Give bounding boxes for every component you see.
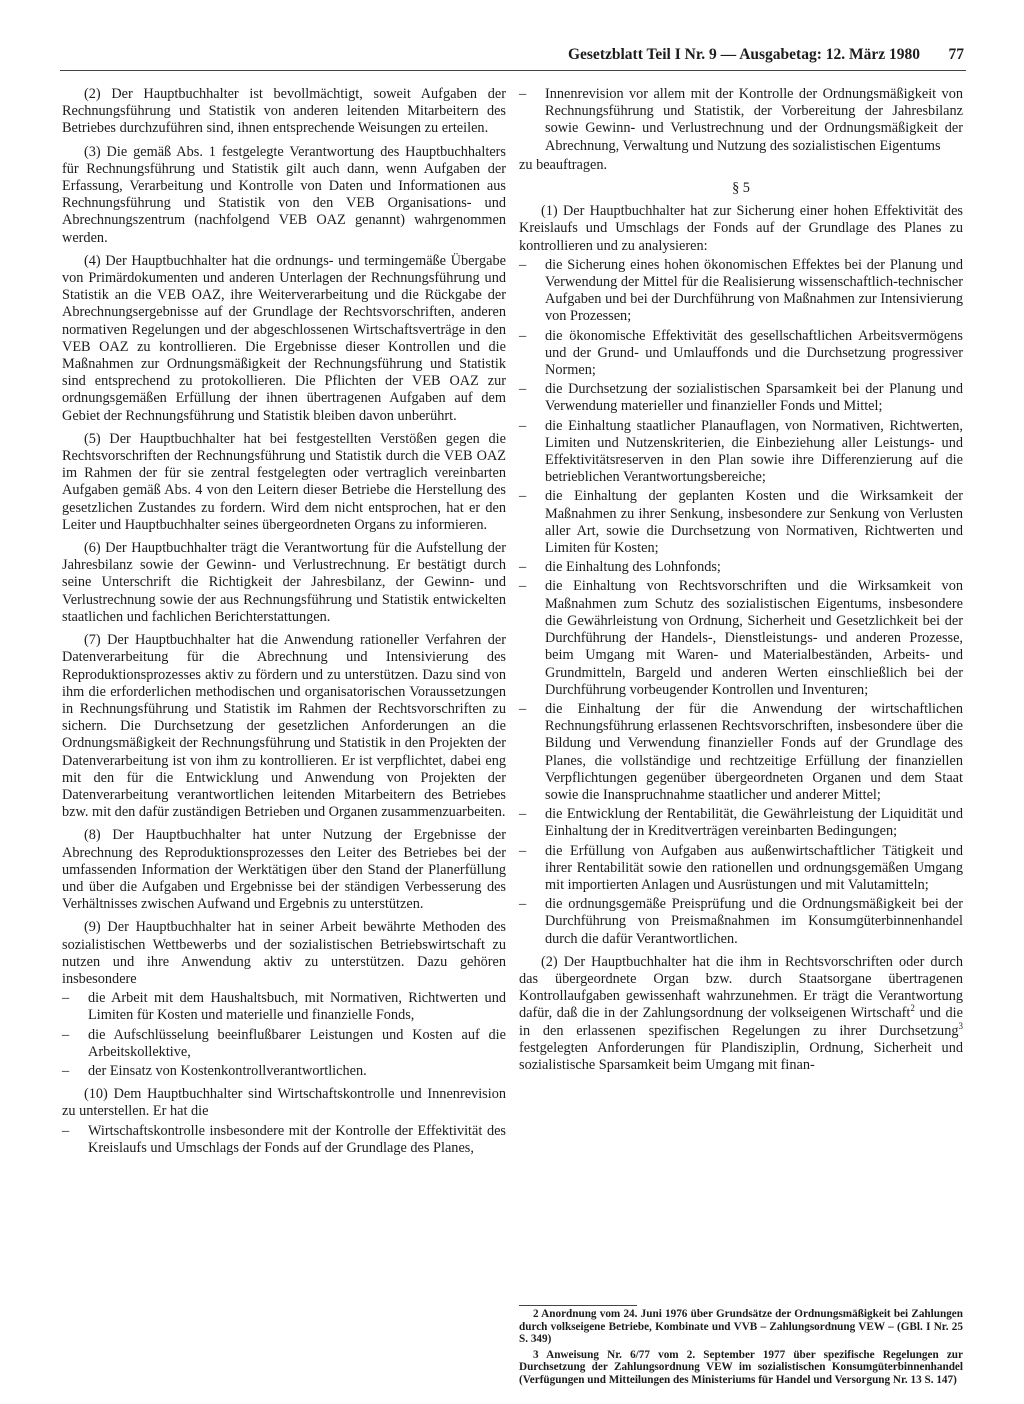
section5-paragraph-1: (1) Der Hauptbuchhalter hat zur Sicherung einer hohen Effektivität des Kreislaufs und Umschlags der Fonds auf der Grundlage des Planes zu kontrollieren und zu analysieren:: [519, 203, 963, 254]
list-item: – Wirtschaftskontrolle insbesondere mit der Kontrolle der Effektivität des Kreislaufs und Umschlags der Fonds auf der Grundlage des Planes,: [62, 1122, 506, 1156]
list-item: – die Einhaltung von Rechtsvorschriften und die Wirksamkeit von Maßnahmen zum Schutz des sozialistischen Eigentums, insbesondere die Gewährleistung von Ordnung, Sicherheit und Gesetzlichkeit bei der Durchführung der Handels-, Dienstleistungs- und anderen Prozesse, beim Umgang mit Waren- und Materialbeständen, Arbeits- und Grundmitteln, Bargeld und anderen Werten einschließlich bei der Durchführung vorbeugender Kontrollen und Inventuren;: [519, 578, 963, 698]
list-item: – Innenrevision vor allem mit der Kontrolle der Ordnungsmäßigkeit von Rechnungsführung und Statistik, der Vorbereitung der Jahresbilanz sowie Gewinn- und Verlustrechnung und der Ordnungsmäßigkeit der Abrechnung, Verwaltung und Nutzung des sozialistischen Eigentums: [519, 86, 963, 154]
continuation-text: zu beauftragen.: [519, 156, 608, 173]
header-rule: [60, 70, 966, 71]
section5-paragraph-2: (2) Der Hauptbuchhalter hat die ihm in Rechtsvorschriften oder durch das übergeordnete Organ bzw. durch Staatsorgane übertragenen Kontrollaufgaben gewissenhaft wahrzunehmen. Er trägt die Verantwortung dafür, daß die in der Zahlungsordnung der volkseigenen Wirtschaft$^2$ und die in den erlassenen spezifischen Regelungen zu ihrer Durchsetzung$^3$ festgelegten Anforderungen für Plandisziplin, Ordnung, Sicherheit und sozialistische Sparsamkeit beim Umgang mit finan-: [519, 953, 963, 1073]
list-item: – die Aufschlüsselung beeinflußbarer Leistungen und Kosten auf die Arbeitskollektive,: [62, 1026, 506, 1060]
list-item: – die Einhaltung staatlicher Planauflagen, von Normativen, Richtwerten, Limiten und Nutzenskriterien, die Einbeziehung aller Leistungs- und Effektivitätsreserven in den Plan sowie ihre Differenzierung auf die betrieblichen Verantwortungsbereiche;: [519, 417, 963, 486]
right-column: [519, 86, 963, 1080]
page-number: 77: [948, 46, 964, 63]
paragraph-10: (10) Dem Hauptbuchhalter sind Wirtschaftskontrolle und Innenrevision zu unterstellen. Er hat die: [62, 1086, 506, 1120]
page-header: [60, 46, 966, 68]
list-item: – die Einhaltung des Lohnfonds;: [519, 559, 721, 576]
list-item: – die Entwicklung der Rentabilität, die Gewährleistung der Liquidität und Einhaltung der in Kreditverträgen vereinbarten Bedingungen;: [519, 806, 963, 840]
left-column: [62, 86, 506, 1159]
paragraph-5: (5) Der Hauptbuchhalter hat bei festgestellten Verstößen gegen die Rechtsvorschriften der Rechnungsführung und Statistik durch die VEB OAZ im Rahmen der für sie zentral festgelegten oder vertraglich vereinbarten Aufgaben gemäß Abs. 4 von den Leitern dieser Betriebe die Herstellung des gesetzlichen Zustandes zu fordern. Wird dem nicht entsprochen, hat er den Leiter und Hauptbuchhalter seines übergeordneten Organs zu informieren.: [62, 430, 506, 533]
list-item: – die Einhaltung der für die Anwendung der wirtschaftlichen Rechnungsführung erlassenen Rechtsvorschriften, insbesondere über die Bildung und Verwendung finanzieller Fonds auf der Grundlage des Planes, die vollständige und rechtzeitige Erfüllung der finanziellen Verpflichtungen gegenüber übergeordneten Organen und dem Staat sowie die Inanspruchnahme staatlicher und anderer Mittel;: [519, 700, 963, 803]
list-item: – die Einhaltung der geplanten Kosten und die Wirksamkeit der Maßnahmen zu ihrer Senkung, insbesondere zur Senkung von Verlusten aller Art, sowie die Durchsetzung von Normativen, Richtwerten und Limiten für Kosten;: [519, 488, 963, 557]
section-heading: § 5: [732, 180, 750, 197]
gazette-title: Gesetzblatt Teil I Nr. 9 — Ausgabetag: 12. März 1980: [567, 46, 920, 63]
paragraph-3: (3) Die gemäß Abs. 1 festgelegte Verantwortung des Hauptbuchhalters für Rechnungsführung und Statistik gilt auch dann, wenn Aufgaben der Erfassung, Verarbeitung und Kontrolle von Daten und Informationen aus Rechnungsführung und Statistik von den VEB Organisations- und Abrechnungszentrum (nachfolgend VEB OAZ genannt) wahrgenommen werden.: [62, 143, 506, 246]
paragraph-6: (6) Der Hauptbuchhalter trägt die Verantwortung für die Aufstellung der Jahresbilanz sowie der Gewinn- und Verlustrechnung. Er bestätigt durch seine Unterschrift die Richtigkeit der Jahresbilanz, der Gewinn- und Verlustrechnung sowie der aus Rechnungsführung und Statistik entwickelten staatlichen und fachlichen Berichterstattungen.: [62, 540, 506, 625]
paragraph-2: (2) Der Hauptbuchhalter ist bevollmächtigt, soweit Aufgaben der Rechnungsführung und Statistik von anderen leitenden Mitarbeitern des Betriebes durchzuführen sind, ihnen entsprechende Weisungen zu erteilen.: [62, 86, 506, 137]
list-item: – der Einsatz von Kostenkontrollverantwortlichen.: [62, 1062, 367, 1079]
list-item: – die ordnungsgemäße Preisprüfung und die Ordnungsmäßigkeit bei der Durchführung von Preismaßnahmen im Konsumgüterbinnenhandel durch die dafür Verantwortlichen.: [519, 896, 963, 947]
footnote-2: 2 Anordnung vom 24. Juni 1976 über Grundsätze der Ordnungsmäßigkeit bei Zahlungen durch volkseigene Betriebe, Kombinate und VVB – Zahlungsordnung VEW – (GBl. I Nr. 25 S. 349): [519, 1308, 963, 1345]
footnotes: [519, 1305, 963, 1389]
list-item: – die Sicherung eines hohen ökonomischen Effektes bei der Planung und Verwendung der Mittel für die Realisierung wissenschaftlich-technischer Aufgaben und bei der Durchführung von Maßnahmen zur Intensivierung von Prozessen;: [519, 256, 963, 325]
footnote-ref-3: 3: [958, 1020, 963, 1031]
list-item: – die Erfüllung von Aufgaben aus außenwirtschaftlicher Tätigkeit und ihrer Rentabilität sowie den rationellen und ordnungsgemäßen Umgang mit importierten Anlagen und Ausrüstungen und mit Valutamitteln;: [519, 842, 963, 893]
footnote-3: 3 Anweisung Nr. 6/77 vom 2. September 1977 über spezifische Regelungen zur Durchsetzung der Zahlungsordnung VEW im sozialistischen Konsumgüterbinnenhandel (Verfügungen und Mitteilungen des Ministeriums für Handel und Versorgung Nr. 13 S. 147): [519, 1348, 963, 1386]
footnote-rule: [519, 1305, 637, 1306]
paragraph-8: (8) Der Hauptbuchhalter hat unter Nutzung der Ergebnisse der Abrechnung des Reproduktionsprozesses den Leiter des Betriebes bei der umfassenden Information der Werktätigen über den Stand der Planerfüllung und über die Aufgaben und Ergebnisse bei der ständigen Verbesserung des Verhältnisses zwischen Aufwand und Ergebnis zu unterstützen.: [62, 827, 506, 913]
paragraph-7: (7) Der Hauptbuchhalter hat die Anwendung rationeller Verfahren der Datenverarbeitung für die Abrechnung und Intensivierung des Reproduktionsprozesses aktiv zu fördern und zu unterstützen. Dazu sind von ihm die erforderlichen methodischen und organisatorischen Voraussetzungen in Rechnungsführung und Statistik im Rahmen der Rechtsvorschriften zu sichern. Die Durchsetzung der gesetzlichen Anforderungen an die Ordnungsmäßigkeit der Rechnungsführung und Statistik in den Projekten der Datenverarbeitung ist von ihm zu kontrollieren. Er ist verpflichtet, dabei eng mit den für die Entwicklung und Anwendung von Projekten der Datenverarbeitung verantwortlichen leitenden Mitarbeitern des Betriebes bzw. mit den dafür zuständigen Betrieben und Organen zusammenzuarbeiten.: [62, 632, 506, 821]
paragraph-4: (4) Der Hauptbuchhalter hat die ordnungs- und termingemäße Übergabe von Primärdokumenten und anderen Unterlagen der Rechnungsführung und Statistik an die VEB OAZ, ihre Weiterverarbeitung und die Rückgabe der Abrechnungsergebnisse auf der Grundlage der Rechtsvorschriften, anderen normativen Regelungen und der abgeschlossenen Wirtschaftsverträge in den VEB OAZ zu kontrollieren. Die Ergebnisse dieser Kontrollen und die Maßnahmen zur Ordnungsmäßigkeit der Rechnungsführung und Statistik sind entsprechend zu protokollieren. Die Pflichten der VEB OAZ zur ordnungsgemäßen Erfüllung der ihnen übertragenen Aufgaben auf dem Gebiet der Rechnungsführung und Statistik bleiben davon unberührt.: [62, 252, 506, 424]
list-item: – die Durchsetzung der sozialistischen Sparsamkeit bei der Planung und Verwendung materieller und finanzieller Fonds und Mittel;: [519, 381, 963, 415]
list-item: – die Arbeit mit dem Haushaltsbuch, mit Normativen, Richtwerten und Limiten für Kosten und materielle und finanzielle Fonds,: [62, 990, 506, 1024]
footnote-ref-2: 2: [910, 1003, 915, 1014]
list-item: – die ökonomische Effektivität des gesellschaftlichen Arbeitsvermögens und der Grund- und Umlauffonds und die Durchsetzung progressiver Normen;: [519, 327, 963, 379]
paragraph-9: (9) Der Hauptbuchhalter hat in seiner Arbeit bewährte Methoden des sozialistischen Wettbewerbs und der sozialistischen Betriebswirtschaft zu nutzen und ihre Anwendung aktiv zu unterstützen. Dazu gehören insbesondere: [62, 919, 506, 987]
